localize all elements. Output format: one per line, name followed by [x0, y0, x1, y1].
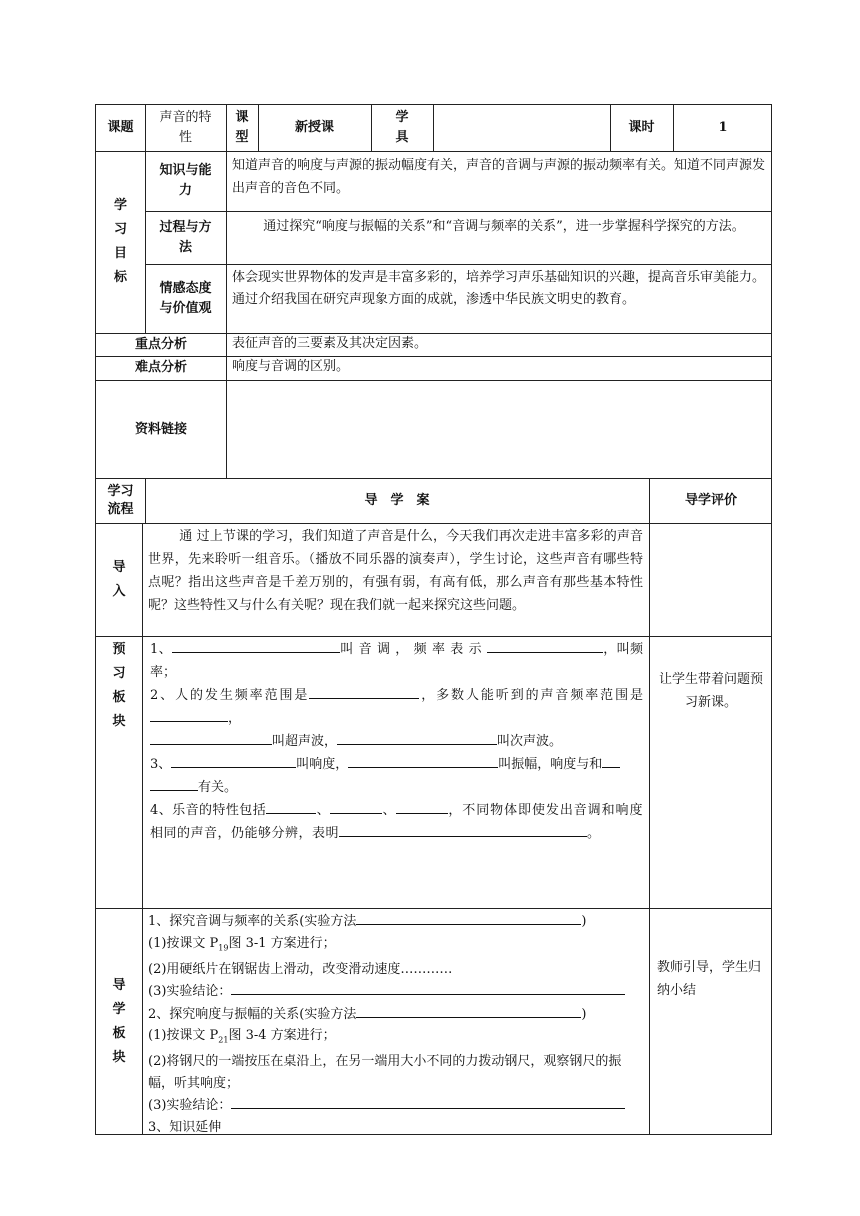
guide-line-8: (3)实验结论： [148, 1094, 643, 1117]
guide-content [142, 908, 649, 1136]
topic-value: 声音的特性 [159, 110, 212, 145]
lesson-info-table [95, 104, 772, 479]
topic-label: 课题 [107, 120, 134, 135]
blank[interactable] [231, 980, 625, 995]
guide-line-2: (1)按课文 $P_{19}$图 3-1 方案进行； [148, 935, 336, 953]
blank[interactable] [231, 1094, 625, 1109]
objectives-label: 学习目标 [114, 198, 128, 285]
guide-line-6: (1)按课文 $P_{21}$图 3-4 方案进行； [148, 1028, 336, 1045]
blank[interactable] [356, 910, 581, 925]
objective-attitude-label: 情感态度与价值观 [159, 280, 212, 316]
objective-method-text: 通过探究“响度与振幅的关系”和“音调与频率的关系”，进一步掌握科学探究的方法。 [263, 219, 745, 234]
preview-q3: 3、 叫响度， 叫振幅，响度与和 [150, 753, 643, 776]
preview-questions [142, 636, 649, 908]
intro-text: 通 过上节课的学习，我们知道了声音是什么，今天我们再次走进丰富多彩的声音世界，先来聆听一组音乐。（播放不同乐器的演奏声），学生讨论，这些声音有哪些特 点呢？指出这些声音是千差万别的，有强有弱，有高有低，那么声音有那些基本特性呢？这些特性又与什么有关呢？现在我们就一起来探究这些问题。 [148, 529, 643, 613]
flow-process-label: 学习流程 [107, 484, 134, 517]
difficulty-label: 难点分析 [134, 360, 187, 375]
flow-eval-label: 导学评价 [684, 493, 737, 508]
blank[interactable] [171, 753, 296, 768]
tools-value [433, 105, 610, 151]
period-value: 1 [718, 120, 728, 135]
guide-plan-table [95, 478, 772, 1135]
flow-plan-label: 导 学 案 [364, 493, 430, 508]
blank[interactable] [150, 730, 272, 745]
blank[interactable] [309, 684, 419, 699]
objective-method-label: 过程与方法 [159, 219, 212, 255]
intro-label: 导入 [112, 559, 126, 599]
type-label: 课型 [235, 110, 249, 145]
preview-q2: 2、人的发生频率范围是 ，多数人能听到的声音频率范围是， [150, 684, 643, 730]
preview-label: 预习板块 [112, 642, 126, 729]
difficulty-text: 响度与音调的区别。 [232, 359, 350, 374]
preview-q4: 4、乐音的特性包括 、 、 ，不同物体即使发出音调和响度相同的声音，仍能够分辨，表明 。 [150, 799, 643, 845]
blank[interactable] [150, 776, 198, 791]
key-point-text: 表征声音的三要素及其决定因素。 [232, 336, 428, 351]
guide-eval: 教师引导，学生归纳小结 [657, 960, 762, 998]
blank[interactable] [337, 730, 497, 745]
guide-line-7: (2)将钢尺的一端按压在桌沿上，在另一端用大小不同的力拨动钢尺，观察钢尺的振幅，听其响度； [148, 1054, 622, 1091]
blank[interactable] [266, 799, 316, 814]
preview-q3-cont: 有关。 [150, 776, 643, 799]
blank[interactable] [150, 707, 228, 722]
intro-eval [649, 523, 773, 636]
objective-knowledge-label: 知识与能力 [159, 163, 212, 198]
resources-text [226, 380, 773, 480]
preview-q1: 1、 叫音调，频率表示 ，叫频率； [150, 638, 643, 684]
blank[interactable] [330, 799, 382, 814]
guide-label: 导学板块 [112, 978, 126, 1065]
objective-knowledge-text: 知道声音的响度与声源的振动幅度有关，声音的音调与声源的振动频率有关。知道不同声源发出声音的音色不同。 [232, 158, 766, 196]
objective-attitude-text-1: 体会现实世界物体的发声是丰富多彩的，培养学习声乐基础知识的兴趣，提高音乐审美能力。 [232, 270, 766, 285]
tools-label: 学具 [395, 110, 409, 145]
guide-line-4: (3)实验结论： [148, 980, 643, 1003]
key-point-label: 重点分析 [134, 336, 187, 352]
guide-line-1: 1、探究音调与频率的关系(实验方法 ) [148, 910, 643, 933]
guide-line-9: 3、知识延伸 [148, 1119, 222, 1135]
blank[interactable] [339, 822, 587, 837]
guide-line-5: 2、探究响度与振幅的关系(实验方法 ) [148, 1003, 643, 1026]
blank[interactable] [487, 638, 603, 653]
type-value: 新授课 [294, 120, 334, 135]
preview-eval: 让学生带着问题预习新课。 [659, 672, 764, 710]
resources-label: 资料链接 [134, 422, 187, 437]
blank[interactable] [396, 799, 448, 814]
guide-line-3: (2)用硬纸片在钢锯齿上滑动，改变滑动速度………… [148, 961, 453, 977]
objective-attitude-text-2: 通过介绍我国在研究声现象方面的成就，渗透中华民族文明史的教育。 [232, 292, 636, 307]
blank[interactable] [356, 1003, 581, 1018]
period-label: 课时 [628, 120, 655, 135]
blank[interactable] [172, 638, 340, 653]
blank[interactable] [602, 753, 620, 768]
blank[interactable] [348, 753, 498, 768]
preview-q2-cont: 叫超声波， 叫次声波。 [150, 730, 643, 753]
